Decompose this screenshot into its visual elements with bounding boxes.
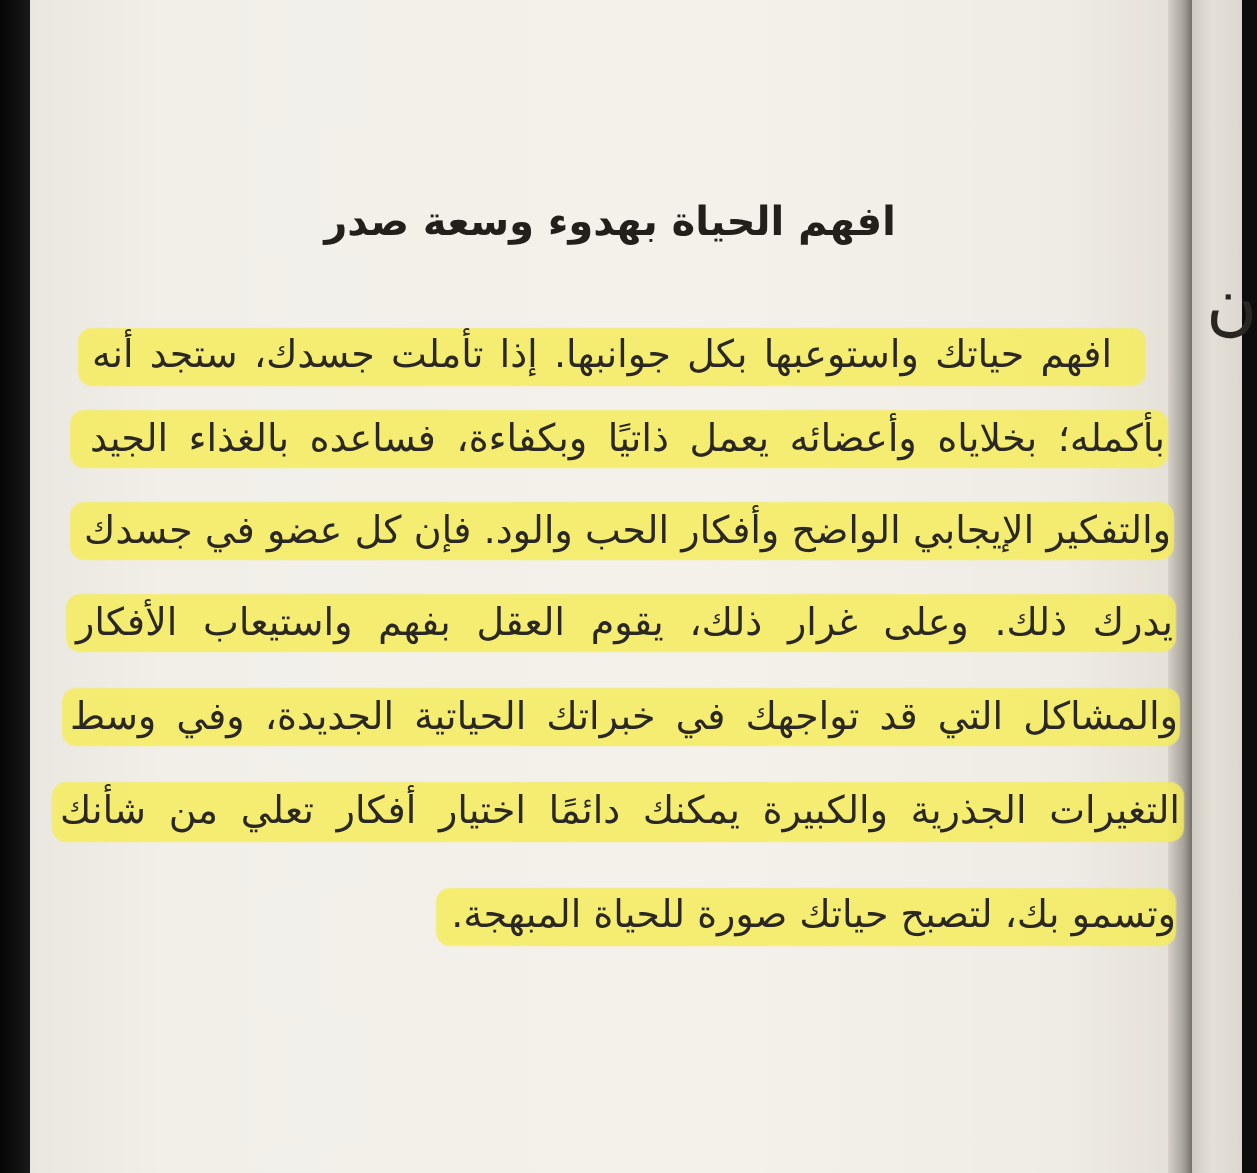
paragraph-line-2: بأكمله؛ بخلاياه وأعضائه يعمل ذاتيًا وبكفاءة، فساعده بالغذاء الجيد <box>90 416 1165 460</box>
paragraph-line-3: والتفكير الإيجابي الواضح وأفكار الحب والود. فإن كل عضو في جسدك <box>84 508 1171 552</box>
paragraph-line-4: يدرك ذلك. وعلى غرار ذلك، يقوم العقل بفهم واستيعاب الأفكار <box>76 600 1173 644</box>
book-page <box>30 0 1180 1173</box>
paragraph-line-1: افهم حياتك واستوعبها بكل جوانبها. إذا تأملت جسدك، ستجد أنه <box>92 332 1112 376</box>
paragraph-line-6: التغيرات الجذرية والكبيرة يمكنك دائمًا اختيار أفكار تعلي من شأنك <box>60 788 1180 832</box>
adjacent-page <box>1192 0 1242 1173</box>
dark-background-edge <box>0 0 32 1173</box>
page-title: افهم الحياة بهدوء وسعة صدر <box>324 199 896 245</box>
paragraph-line-7: وتسمو بك، لتصبح حياتك صورة للحياة المبهجة. <box>451 892 1176 936</box>
paragraph-line-5: والمشاكل التي قد تواجهك في خبراتك الحياتية الجديدة، وفي وسط <box>70 694 1178 738</box>
adjacent-page-text: ن <box>1206 262 1257 344</box>
